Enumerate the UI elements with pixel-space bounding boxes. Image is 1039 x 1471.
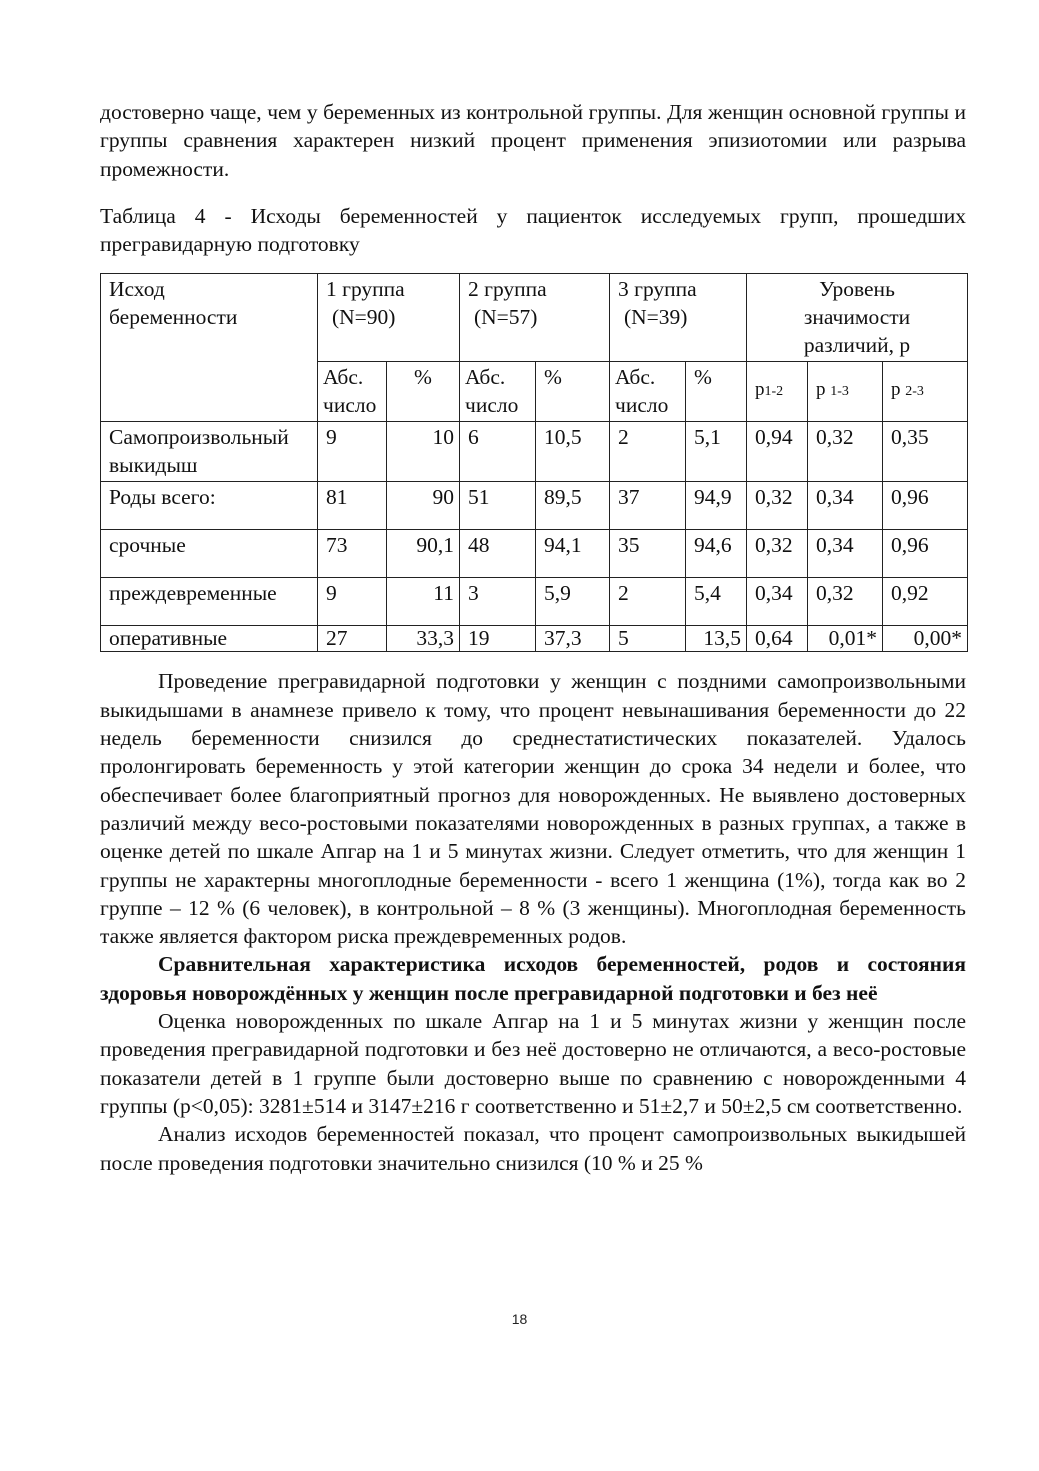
g2-pct: 10,5: [536, 422, 610, 482]
p12-value: 0,32: [747, 530, 808, 578]
g1-pct: 90: [387, 482, 460, 530]
g1-abs: 27: [318, 626, 387, 652]
g3-pct: 5,4: [686, 578, 747, 626]
header-g3-abs: Абс. число: [610, 362, 686, 422]
g1-abs: 81: [318, 482, 387, 530]
g3-abs: 37: [610, 482, 686, 530]
table-row: [101, 482, 968, 530]
g3-pct: 94,9: [686, 482, 747, 530]
p12-value: 0,32: [747, 482, 808, 530]
p13-value: 0,32: [808, 422, 883, 482]
paragraph-apgar: Оценка новорожденных по шкале Апгар на 1 и 5 минутах жизни у женщин после проведения прегравидарной подготовки и без неё достоверно не отличаются, а весо-ростовые показатели детей в 1 группе были достоверно выше по сравнению с новорожденными 4 группы (p<0,05): 3281±514 и 3147±216 г соответственно и 51±2,7 и 50±2,5 см соответственно.: [100, 1009, 966, 1118]
paragraph-intro: достоверно чаще, чем у беременных из контрольной группы. Для женщин основной группы и группы сравнения характерен низкий процент применения эпизиотомии или разрыва промежности.: [100, 100, 966, 181]
row-label: оперативные: [101, 626, 318, 652]
p23-value: 0,92: [883, 578, 968, 626]
header-group-2: 2 группа (N=57): [460, 274, 610, 362]
row-label: Роды всего:: [101, 482, 318, 530]
g3-pct: 94,6: [686, 530, 747, 578]
table-caption: Таблица 4 - Исходы беременностей у пациенток исследуемых групп, прошедших прегравидарную подготовку: [100, 203, 966, 257]
header-significance: Уровень значимости различий, р: [747, 274, 968, 362]
g2-abs: 48: [460, 530, 536, 578]
header-p13: p 1-3: [808, 362, 883, 422]
paragraph-analysis: Анализ исходов беременностей показал, что процент самопроизвольных выкидышей после проведения подготовки значительно снизился (10 % и 25 %: [100, 1122, 966, 1175]
g1-abs: 73: [318, 530, 387, 578]
header-g3-pct: %: [686, 362, 747, 422]
g3-abs: 5: [610, 626, 686, 652]
g3-abs: 2: [610, 422, 686, 482]
header-g1-pct: %: [387, 362, 460, 422]
p13-value: 0,01*: [808, 626, 883, 652]
p23-value: 0,96: [883, 530, 968, 578]
g1-pct: 10: [387, 422, 460, 482]
row-label: преждевременные: [101, 578, 318, 626]
g2-pct: 5,9: [536, 578, 610, 626]
g2-abs: 19: [460, 626, 536, 652]
header-group-1: 1 группа (N=90): [318, 274, 460, 362]
p13-value: 0,32: [808, 578, 883, 626]
header-g1-abs: Абс. число: [318, 362, 387, 422]
g2-abs: 51: [460, 482, 536, 530]
g1-pct: 90,1: [387, 530, 460, 578]
p23-value: 0,00*: [883, 626, 968, 652]
row-label: срочные: [101, 530, 318, 578]
g1-pct: 11: [387, 578, 460, 626]
table-header-row: [101, 274, 968, 362]
p23-value: 0,96: [883, 482, 968, 530]
g2-abs: 3: [460, 578, 536, 626]
row-label: Самопроизвольный выкидыш: [101, 422, 318, 482]
table-row: [101, 578, 968, 626]
p12-value: 0,94: [747, 422, 808, 482]
header-g2-pct: %: [536, 362, 610, 422]
g2-abs: 6: [460, 422, 536, 482]
p23-value: 0,35: [883, 422, 968, 482]
header-p23: p 2-3: [883, 362, 968, 422]
page-number: 18: [511, 1311, 528, 1327]
paragraph-discussion: Проведение прегравидарной подготовки у женщин с поздними самопроизвольными выкидышами в анамнезе привело к тому, что процент невынашивания беременности до 22 недель беременности снизился до среднестатистических показателей. Удалось пролонгировать беременность у этой категории женщин до срока 34 недели и более, что обеспечивает более благоприятный прогноз для новорожденных. Не выявлено достоверных различий между весо-ростовыми показателями новорожденных в разных группах, а также в оценке детей по шкале Апгар на 1 и 5 минутах жизни. Следует отметить, что для женщин 1 группы не характерны многоплодные беременности - всего 1 женщина (1%), тогда как во 2 группе – 12 % (6 человек), в контрольной – 8 % (3 женщины). Многоплодная беременность также является фактором риска преждевременных родов.: [100, 669, 966, 949]
g3-pct: 5,1: [686, 422, 747, 482]
header-p12: p1-2: [747, 362, 808, 422]
p13-value: 0,34: [808, 482, 883, 530]
table-row: [101, 626, 968, 652]
p12-value: 0,64: [747, 626, 808, 652]
document-page: [100, 98, 966, 1177]
g3-abs: 2: [610, 578, 686, 626]
header-g2-abs: Абс. число: [460, 362, 536, 422]
outcomes-table: [100, 273, 968, 652]
g1-pct: 33,3: [387, 626, 460, 652]
p12-value: 0,34: [747, 578, 808, 626]
table-row: [101, 422, 968, 482]
table-row: [101, 530, 968, 578]
g3-pct: 13,5: [686, 626, 747, 652]
g3-abs: 35: [610, 530, 686, 578]
g2-pct: 89,5: [536, 482, 610, 530]
p13-value: 0,34: [808, 530, 883, 578]
header-group-3: 3 группа (N=39): [610, 274, 747, 362]
section-heading: Сравнительная характеристика исходов беременностей, родов и состояния здоровья новорождённых у женщин после прегравидарной подготовки и без неё: [100, 952, 966, 1005]
header-outcome: Исход беременности: [101, 274, 318, 422]
g1-abs: 9: [318, 578, 387, 626]
g2-pct: 37,3: [536, 626, 610, 652]
g1-abs: 9: [318, 422, 387, 482]
g2-pct: 94,1: [536, 530, 610, 578]
